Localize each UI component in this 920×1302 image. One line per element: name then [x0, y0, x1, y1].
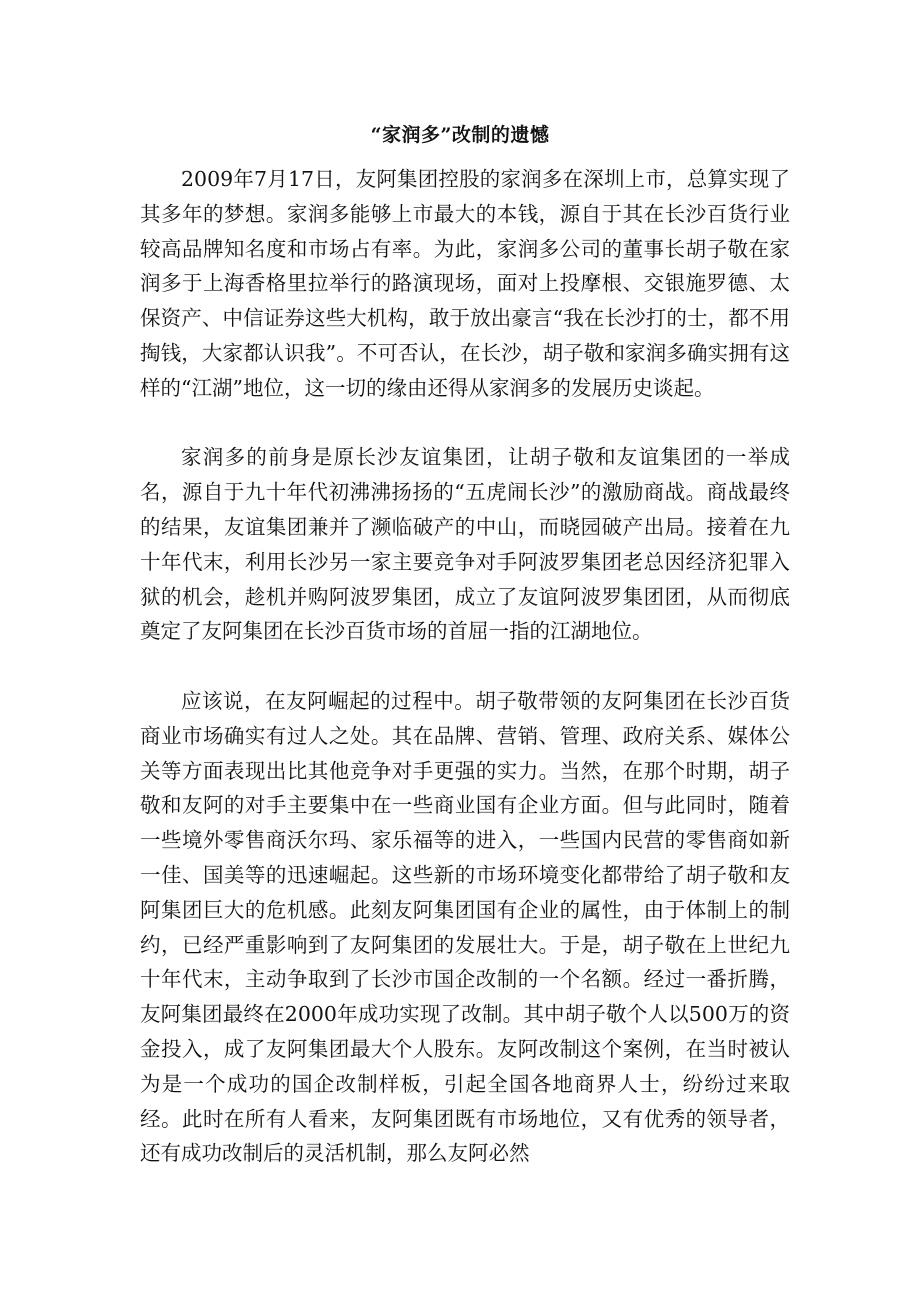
- paragraph-3: 应该说，在友阿崛起的过程中。胡子敬带领的友阿集团在长沙百货商业市场确实有过人之处。其在品牌、营销、管理、政府关系、媒体公关等方面表现出比其他竞争对手更强的实力。当然，在那个时期，胡子敬和友阿的对手主要集中在一些商业国有企业方面。但与此同时，随着一些境外零售商沃尔玛、家乐福等的进入，一些国内民营的零售商如新一佳、国美等的迅速崛起。这些新的市场环境变化都带给了胡子敬和友阿集团巨大的危机感。此刻友阿集团国有企业的属性，由于体制上的制约，已经严重影响到了友阿集团的发展壮大。于是，胡子敬在上世纪九十年代末，主动争取到了长沙市国企改制的一个名额。经过一番折腾，友阿集团最终在2000年成功实现了改制。其中胡子敬个人以500万的资金投入，成了友阿集团最大个人股东。友阿改制这个案例，在当时被认为是一个成功的国企改制样板，引起全国各地商界人士，纷纷过来取经。此时在所有人看来，友阿集团既有市场地位，又有优秀的领导者，还有成功改制后的灵活机制，那么友阿必然: [140, 688, 790, 1166]
- paragraph-1: 2009年7月17日，友阿集团控股的家润多在深圳上市，总算实现了其多年的梦想。家润多能够上市最大的本钱，源自于其在长沙百货行业较高品牌知名度和市场占有率。为此，家润多公司的董事长胡子敬在家润多于上海香格里拉举行的路演现场，面对上投摩根、交银施罗德、太保资产、中信证券这些大机构，敢于放出豪言“我在长沙打的士，都不用掏钱，大家都认识我”。不可否认，在长沙，胡子敬和家润多确实拥有这样的“江湖”地位，这一切的缘由还得从家润多的发展历史谈起。: [140, 167, 790, 400]
- document-title: “家润多”改制的遗憾: [370, 124, 550, 146]
- document-body: [140, 162, 790, 1171]
- paragraph-2: 家润多的前身是原长沙友谊集团，让胡子敬和友谊集团的一举成名，源自于九十年代初沸沸扬扬的“五虎闹长沙”的激励商战。商战最终的结果，友谊集团兼并了濒临破产的中山，而晓园破产出局。接着在九十年代末，利用长沙另一家主要竞争对手阿波罗集团老总因经济犯罪入狱的机会，趁机并购阿波罗集团，成立了友谊阿波罗集团团，从而彻底奠定了友阿集团在长沙百货市场的首屈一指的江湖地位。: [140, 445, 790, 644]
